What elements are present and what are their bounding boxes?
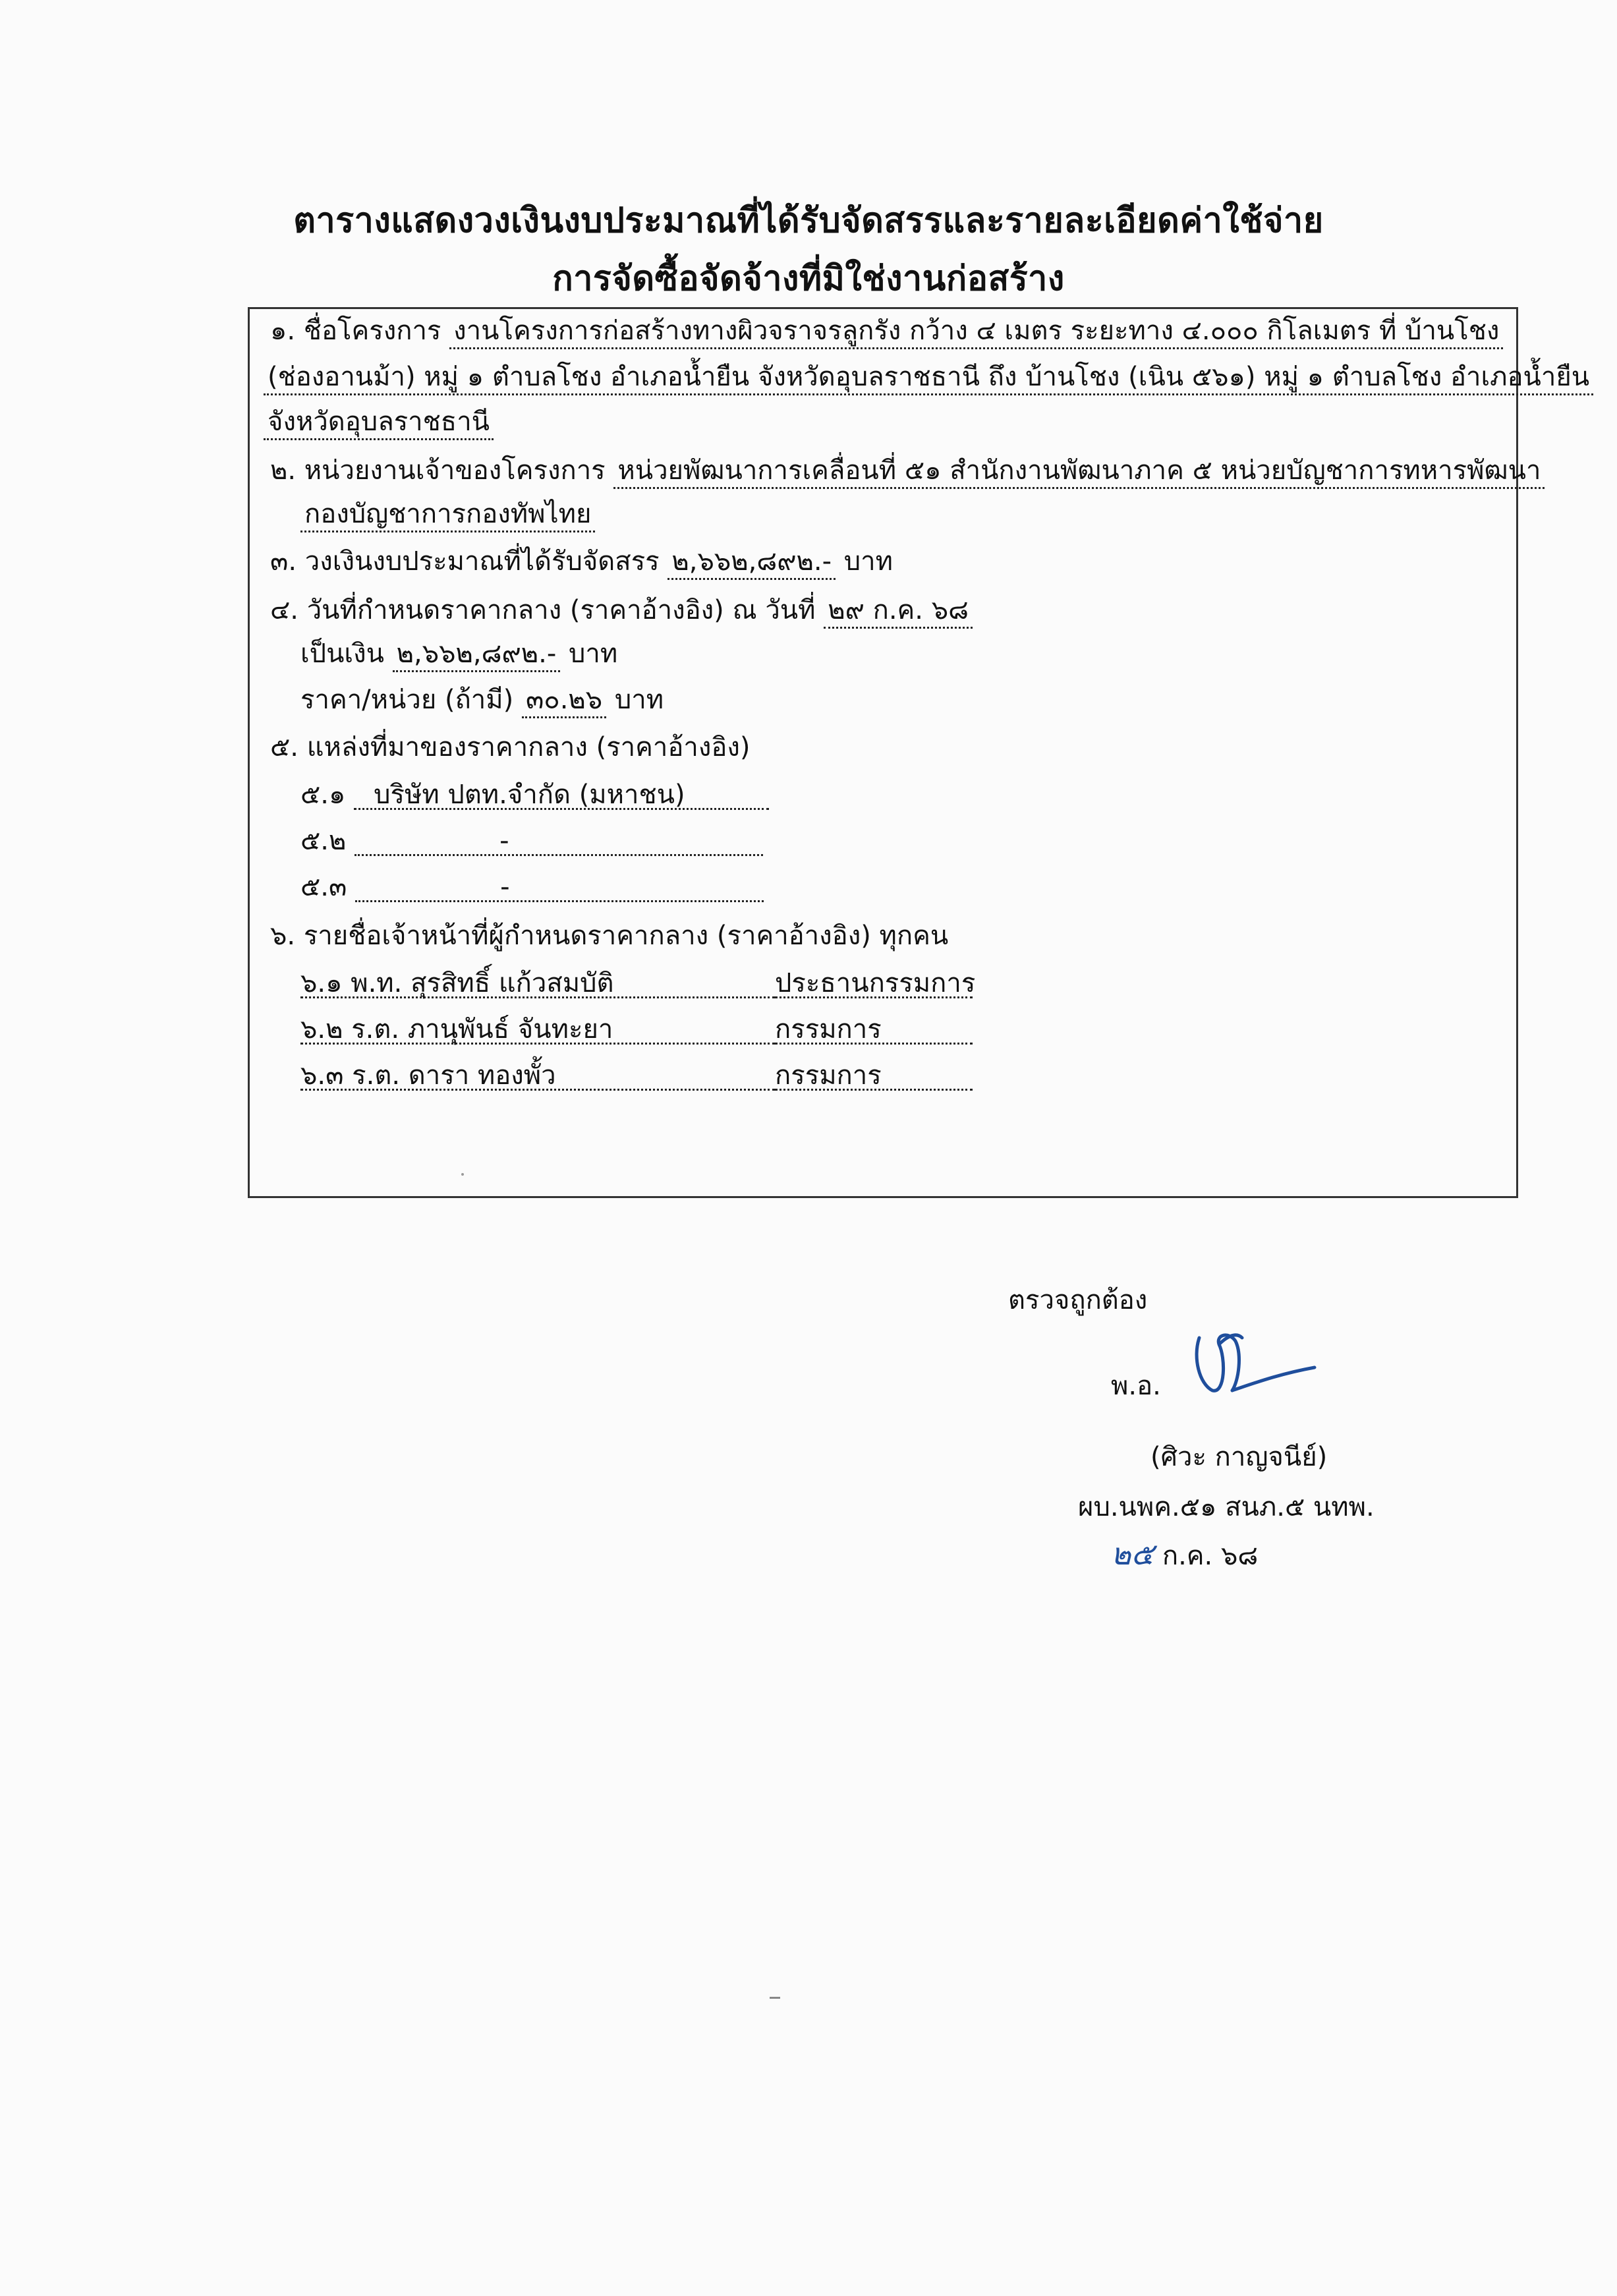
source-row-3 — [300, 874, 764, 902]
item3-label: ๓. วงเงินงบประมาณที่ได้รับจัดสรร — [270, 546, 660, 577]
item1-value-a: งานโครงการก่อสร้างทางผิวจราจรลูกรัง กว้าง ๔ เมตร ระยะทาง ๔.๐๐๐ กิโลเมตร ที่ บ้านโชง — [449, 316, 1503, 349]
item1-line-a — [270, 318, 1503, 344]
item2-value-a: หน่วยพัฒนาการเคลื่อนที่ ๕๑ สำนักงานพัฒนาภาค ๕ หน่วยบัญชาการทหารพัฒนา — [613, 455, 1545, 489]
item2-value-b: กองบัญชาการกองทัพไทย — [300, 499, 595, 532]
handwritten-day: ๒๕ — [1111, 1536, 1154, 1572]
item4-amount-unit: บาท — [569, 639, 618, 669]
item3-unit: บาท — [843, 546, 893, 577]
source-no: ๕.๓ — [300, 872, 347, 902]
item2-line-b — [300, 501, 595, 527]
member-name: ๖.๑ พ.ท. สุรสิทธิ์ แก้วสมบัติ — [300, 970, 775, 998]
item4-unit-price-label: ราคา/หน่วย (ถ้ามี) — [300, 685, 514, 715]
member-role: กรรมการ — [775, 1016, 973, 1045]
source-row-1 — [300, 782, 769, 810]
verified-label: ตรวจถูกต้อง — [1008, 1285, 1148, 1315]
handwritten-signature — [1179, 1318, 1324, 1410]
item4-amount-line — [300, 641, 617, 667]
item1-label: ๑. ชื่อโครงการ — [270, 316, 441, 346]
item3-value: ๒,๖๖๒,๘๙๒.- — [667, 546, 836, 580]
item6-label: ๖. รายชื่อเจ้าหน้าที่ผู้กำหนดราคากลาง (ราคาอ้างอิง) ทุกคน — [270, 921, 949, 951]
source-name: - — [355, 874, 764, 902]
item4-unit-price-unit: บาท — [614, 685, 664, 715]
approval-date — [1111, 1530, 1258, 1578]
document-title-line1: ตารางแสดงวงเงินงบประมาณที่ได้รับจัดสรรและรายละเอียดค่าใช้จ่าย — [293, 201, 1324, 241]
member-row-2 — [300, 1016, 973, 1045]
officer-name: (ศิวะ กาญจนีย์) — [1150, 1442, 1328, 1472]
scan-speck — [461, 1173, 464, 1176]
member-row-3 — [300, 1062, 973, 1091]
item2-line-a — [270, 457, 1545, 484]
item4-unit-price: ๓๐.๒๖ — [522, 685, 606, 718]
officer-position: ผบ.นพค.๕๑ สนภ.๕ นทพ. — [1078, 1492, 1375, 1522]
source-name: - — [355, 828, 763, 856]
item4-line — [270, 597, 973, 623]
member-row-1 — [300, 968, 976, 998]
member-name: ๖.๒ ร.ต. ภานุพันธ์ จันทะยา — [300, 1016, 775, 1045]
source-no: ๕.๑ — [300, 780, 346, 810]
date-rest: ก.ค. ๖๘ — [1162, 1541, 1259, 1571]
item4-amount-label: เป็นเงิน — [300, 639, 384, 669]
member-name: ๖.๓ ร.ต. ดารา ทองพั้ว — [300, 1062, 775, 1091]
source-row-2 — [300, 828, 763, 856]
item4-amount: ๒,๖๖๒,๘๙๒.- — [393, 639, 561, 672]
item1-value-c: จังหวัดอุบลราชธานี — [264, 407, 494, 440]
item4-date: ๒๙ ก.ค. ๖๘ — [824, 595, 973, 629]
item5-label: ๕. แหล่งที่มาของราคากลาง (ราคาอ้างอิง) — [270, 732, 751, 762]
source-no: ๕.๒ — [300, 826, 347, 856]
scan-mark — [770, 1997, 780, 1999]
document-title-line2: การจัดซื้อจัดจ้างที่มิใช่งานก่อสร้าง — [552, 259, 1065, 299]
item1-line-c — [264, 409, 494, 435]
source-name: บริษัท ปตท.จำกัด (มหาชน) — [354, 782, 769, 810]
item4-unit-price-line — [300, 687, 664, 713]
item1-value-b: (ช่องอานม้า) หมู่ ๑ ตำบลโชง อำเภอน้ำยืน จังหวัดอุบลราชธานี ถึง บ้านโชง (เนิน ๕๖๑) หมู่ ๑ ตำบลโชง อำเภอน้ำยืน — [264, 362, 1593, 395]
member-role: ประธานกรรมการ — [775, 968, 976, 998]
item4-label: ๔. วันที่กำหนดราคากลาง (ราคาอ้างอิง) ณ วันที่ — [270, 595, 816, 625]
item3-line — [270, 548, 893, 575]
rank-label: พ.อ. — [1111, 1371, 1161, 1401]
item1-line-b — [264, 364, 1593, 390]
member-role: กรรมการ — [775, 1062, 973, 1091]
item2-label: ๒. หน่วยงานเจ้าของโครงการ — [270, 455, 606, 486]
